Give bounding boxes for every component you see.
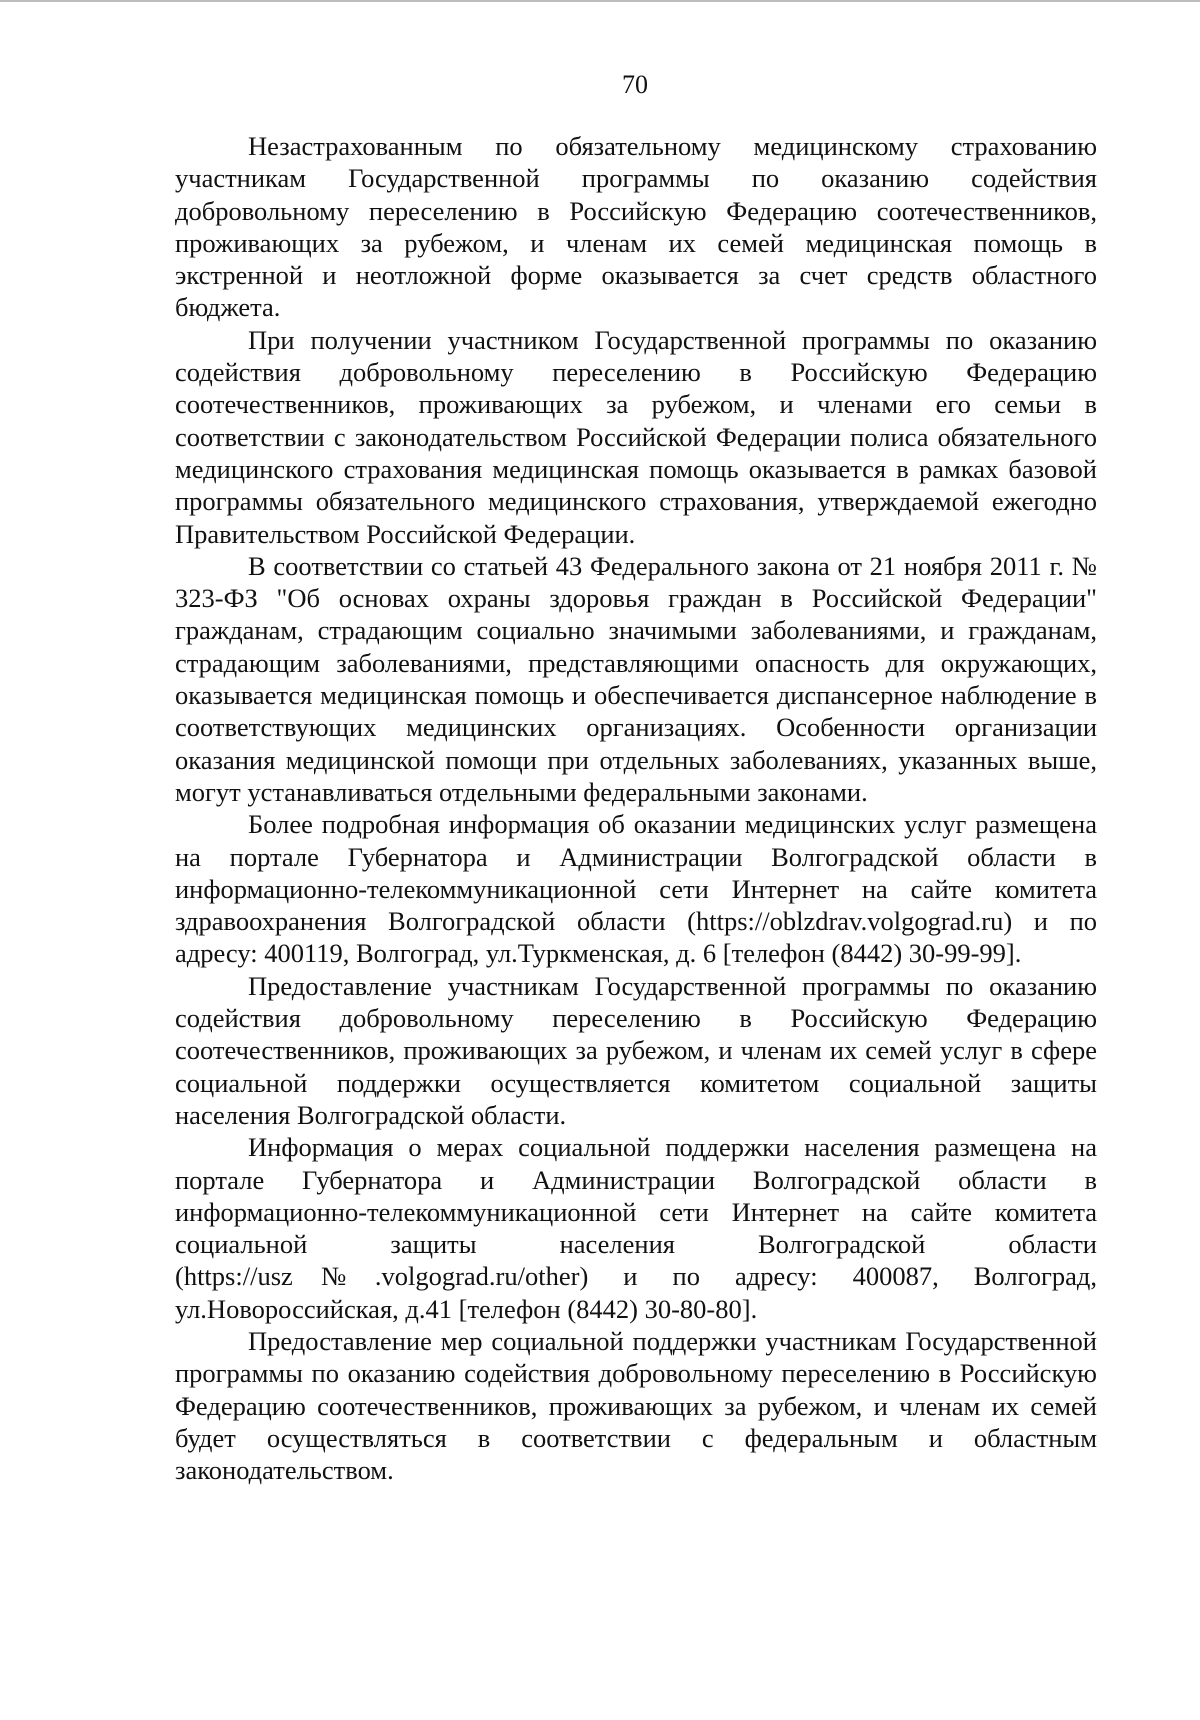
paragraph-social-info: Информация о мерах социальной поддержки населения размещена на портале Губернатора и Администрации Волгоградской области в информационно-телекоммуникационной сети Интернет на сайте комитета социальной защиты населения Волгоградской области (https://usz№.volgograd.ru/other) и по адресу: 400087, Волгоград, ул.Новороссийская, д.41 [телефон (8442) 30-80-80]. bbox=[175, 1132, 1097, 1324]
paragraph-federal-law: В соответствии со статьей 43 Федерального закона от 21 ноября 2011 г. № 323-ФЗ "Об основах охраны здоровья граждан в Российской Федерации" гражданам, страдающим социально значимыми заболеваниями, и гражданам, страдающим заболеваниями, представляющими опасность для окружающих, оказывается медицинская помощь и обеспечивается диспансерное наблюдение в соответствующих медицинских организациях. Особенности организации оказания медицинской помощи при отдельных заболеваниях, указанных выше, могут устанавливаться отдельными федеральными законами. bbox=[175, 550, 1097, 807]
paragraph-social-services: Предоставление участникам Государственной программы по оказанию содействия добровольному переселению в Российскую Федерацию соотечественников, проживающих за рубежом, и членам их семей услуг в сфере социальной поддержки осуществляется комитетом социальной защиты населения Волгоградской области. bbox=[175, 970, 1097, 1130]
paragraph-insurance-policy: При получении участником Государственной программы по оказанию содействия добровольному переселению в Российскую Федерацию соотечественников, проживающих за рубежом, и членами его семьи в соответствии с законодательством Российской Федерации полиса обязательного медицинского страхования медицинская помощь оказывается в рамках базовой программы обязательного медицинского страхования, утверждаемой ежегодно Правительством Российской Федерации. bbox=[175, 324, 1097, 549]
paragraph-support-measures: Предоставление мер социальной поддержки участникам Государственной программы по оказанию содействия добровольному переселению в Российскую Федерацию соотечественников, проживающих за рубежом, и членам их семей будет осуществляться в соответствии с федеральным и областным законодательством. bbox=[175, 1325, 1097, 1486]
paragraph-uninsured-care: Незастрахованным по обязательному медицинскому страхованию участникам Государственной программы по оказанию содействия добровольному переселению в Российскую Федерацию соотечественников, проживающих за рубежом, и членам их семей медицинская помощь в экстренной и неотложной форме оказывается за счет средств областного бюджета. bbox=[175, 131, 1097, 323]
document-body bbox=[175, 130, 1097, 1486]
paragraph-medical-info: Более подробная информация об оказании медицинских услуг размещена на портале Губернатора и Администрации Волгоградской области в информационно-телекоммуникационной сети Интернет на сайте комитета здравоохранения Волгоградской области (https://oblzdrav.volgograd.ru) и по адресу: 400119, Волгоград, ул.Туркменская, д. 6 [телефон (8442) 30-99-99]. bbox=[175, 809, 1097, 969]
page-top-border bbox=[0, 0, 1200, 2]
page-number: 70 bbox=[622, 70, 648, 99]
